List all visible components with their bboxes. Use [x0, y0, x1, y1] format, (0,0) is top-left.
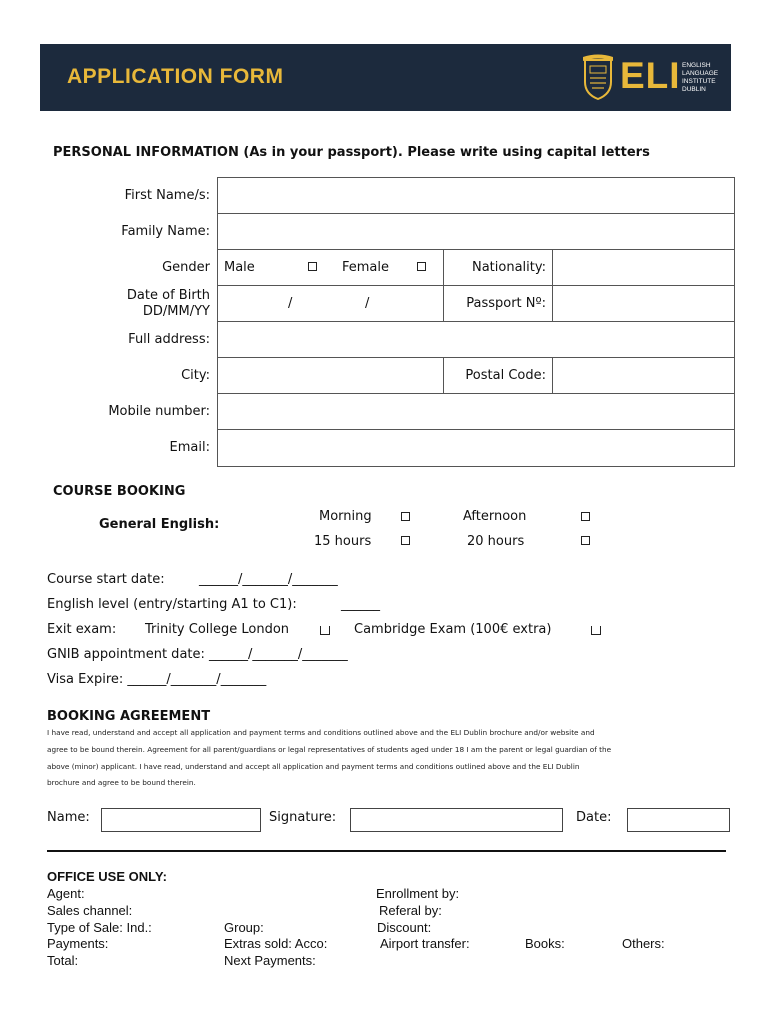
agreement-text-line: above (minor) applicant. I have read, understand and accept all application and payment terms and conditions outlined above and the ELI Dublin — [47, 762, 580, 771]
nationality-label: Nationality: — [471, 260, 546, 275]
female-label: Female — [342, 260, 390, 275]
english-level-label: English level (entry/starting A1 to C1): — [47, 597, 297, 612]
signature-name-label: Name: — [47, 810, 90, 825]
passport-label: Passport Nº: — [466, 296, 546, 311]
afternoon-checkbox[interactable] — [581, 512, 590, 521]
gender-label: Gender — [162, 260, 210, 275]
exit-exam-label: Exit exam: — [47, 622, 117, 637]
mobile-number-label: Mobile number: — [108, 404, 210, 419]
hours-20-checkbox[interactable] — [581, 536, 590, 545]
office-payments-label: Payments: — [47, 936, 109, 951]
visa-expire-field[interactable]: Visa Expire: ______/_______/_______ — [47, 672, 267, 687]
city-field[interactable] — [218, 358, 443, 393]
date-of-birth-field[interactable] — [218, 286, 443, 321]
cambridge-label: Cambridge Exam (100€ extra) — [354, 622, 552, 637]
hours-15-checkbox[interactable] — [401, 536, 410, 545]
course-booking-heading: COURSE BOOKING — [53, 484, 186, 499]
family-name-label: Family Name: — [121, 224, 210, 239]
office-others-label: Others: — [622, 936, 665, 951]
signature-label: Signature: — [269, 810, 337, 825]
nationality-field[interactable] — [553, 250, 734, 285]
office-books-label: Books: — [525, 936, 565, 951]
cambridge-checkbox[interactable] — [591, 626, 601, 635]
office-enrollment-label: Enrollment by: — [376, 886, 460, 901]
signature-name-input[interactable] — [101, 808, 261, 832]
signature-input[interactable] — [350, 808, 563, 832]
male-checkbox[interactable] — [308, 262, 317, 271]
office-use-heading: OFFICE USE ONLY: — [47, 869, 167, 884]
signature-date-label: Date: — [576, 810, 612, 825]
office-type-of-sale-label: Type of Sale: Ind.: — [47, 920, 152, 935]
hours-15-label: 15 hours — [314, 534, 372, 549]
dob-format-label: DD/MM/YY — [142, 304, 210, 319]
office-referal-label: Referal by: — [379, 903, 442, 918]
agreement-text-line: agree to be bound therein. Agreement for all parent/guardians or legal representatives of students aged under 18 I am the parent or legal guardian of the — [47, 745, 612, 754]
office-sales-channel-label: Sales channel: — [47, 903, 133, 918]
agreement-text-line: I have read, understand and accept all application and payment terms and conditions outlined above and the ELI Dublin brochure and/or website and — [47, 728, 595, 737]
morning-label: Morning — [319, 509, 372, 524]
english-level-blank[interactable]: ______ — [341, 597, 380, 612]
full-address-field[interactable] — [218, 322, 734, 357]
signature-date-input[interactable] — [627, 808, 730, 832]
first-name-field[interactable] — [218, 178, 734, 213]
office-group-label: Group: — [224, 920, 264, 935]
header-banner — [40, 44, 731, 111]
office-agent-label: Agent: — [47, 886, 85, 901]
form-title: APPLICATION FORM — [67, 65, 284, 88]
email-label: Email: — [169, 440, 210, 455]
course-start-label: Course start date: — [47, 572, 165, 587]
office-total-label: Total: — [47, 953, 79, 968]
booking-agreement-heading: BOOKING AGREEMENT — [47, 709, 211, 724]
dob-slash-1: / — [288, 296, 293, 311]
afternoon-label: Afternoon — [463, 509, 527, 524]
male-label: Male — [224, 260, 255, 275]
first-name-label: First Name/s: — [124, 188, 210, 203]
dob-slash-2: / — [365, 296, 370, 311]
female-checkbox[interactable] — [417, 262, 426, 271]
general-english-label: General English: — [99, 517, 220, 532]
personal-info-heading: PERSONAL INFORMATION (As in your passport). Please write using capital letters — [53, 145, 650, 160]
course-start-blank[interactable]: ______/_______/_______ — [199, 572, 338, 587]
gnib-date-field[interactable]: GNIB appointment date: ______/_______/_______ — [47, 647, 348, 662]
eli-crest-logo — [582, 54, 614, 100]
trinity-checkbox[interactable] — [320, 626, 330, 635]
office-next-payments-label: Next Payments: — [224, 953, 316, 968]
postal-code-label: Postal Code: — [465, 368, 546, 383]
eli-logo-subtitle: ENGLISH LANGUAGE INSTITUTE DUBLIN — [682, 62, 719, 93]
city-label: City: — [181, 368, 210, 383]
agreement-text-line: brochure and agree to be bound therein. — [47, 778, 196, 787]
office-divider — [47, 850, 726, 852]
eli-logo-text: ELI — [620, 55, 681, 96]
email-field[interactable] — [218, 430, 734, 466]
morning-checkbox[interactable] — [401, 512, 410, 521]
family-name-field[interactable] — [218, 214, 734, 249]
office-airport-label: Airport transfer: — [380, 936, 470, 951]
postal-code-field[interactable] — [553, 358, 734, 393]
dob-label: Date of Birth — [126, 288, 210, 303]
office-extras-label: Extras sold: Acco: — [224, 936, 328, 951]
passport-number-field[interactable] — [553, 286, 734, 321]
full-address-label: Full address: — [128, 332, 210, 347]
trinity-label: Trinity College London — [145, 622, 290, 637]
mobile-number-field[interactable] — [218, 394, 734, 429]
hours-20-label: 20 hours — [467, 534, 525, 549]
office-discount-label: Discount: — [377, 920, 432, 935]
